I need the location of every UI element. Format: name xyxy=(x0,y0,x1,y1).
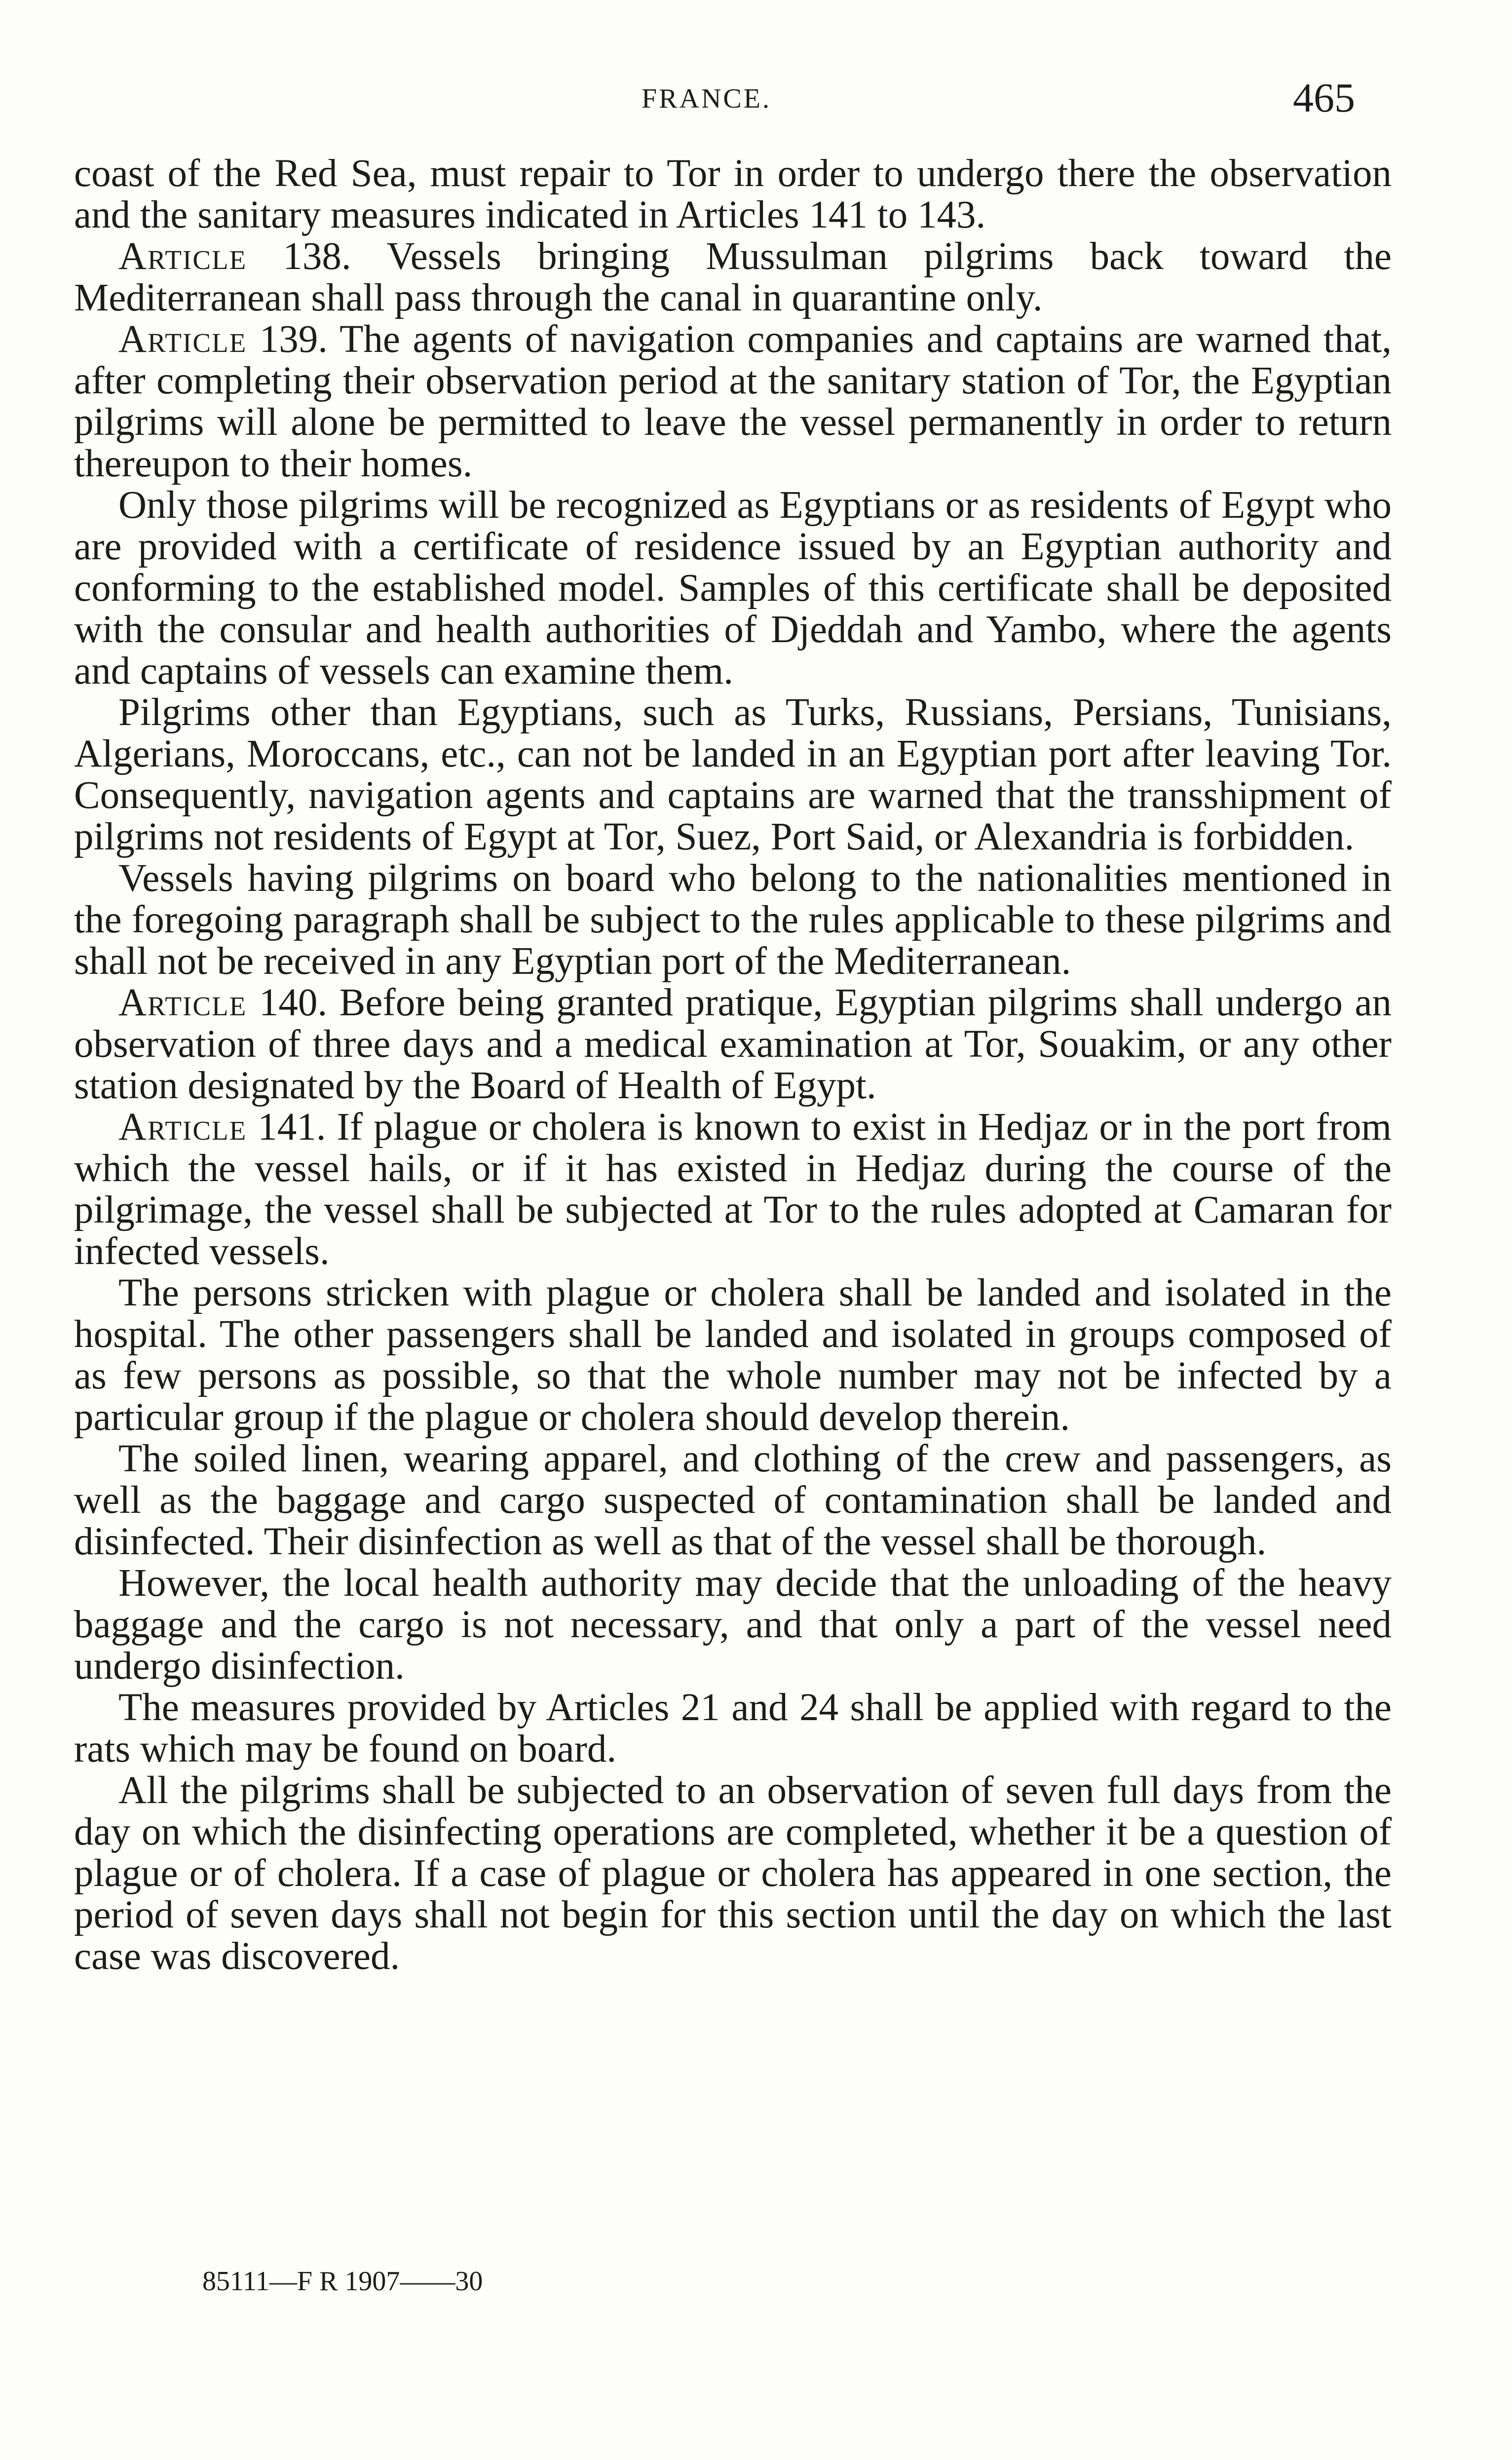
paragraph-text: Only those pilgrims will be recognized as Egyptians or as residents of Egypt who are provided with a certificate of residence issued by an Egyptian authority and conforming to the established model. Samples of this certificate shall be deposited with the consular and health authorities of Djeddah and Yambo, where the agents and captains of vessels can examine them. xyxy=(74,484,1392,692)
paragraph-text: Pilgrims other than Egyptians, such as Turks, Russians, Persians, Tunisians, Algerians, Moroccans, etc., can not be landed in an Egyptian port after leaving Tor. Consequently, navigation agents and captains are warned that the transshipment of pilgrims not residents of Egypt at Tor, Suez, Port Said, or Alexandria is forbidden. xyxy=(74,691,1392,858)
article-paragraph xyxy=(74,236,1392,319)
paragraph xyxy=(74,858,1392,982)
paragraph xyxy=(74,1272,1392,1438)
article-label: Article xyxy=(118,981,247,1024)
body-text xyxy=(74,153,1392,1977)
paragraph-text: 138. Vessels bringing Mussulman pilgrims back toward the Mediterranean shall pass through the canal in quarantine only. xyxy=(74,235,1392,319)
article-paragraph xyxy=(74,319,1392,485)
paragraph-text: All the pilgrims shall be subjected to an observation of seven full days from the day on which the disinfecting operations are completed, whether it be a question of plague or of cholera. If a case of plague or cholera has appeared in one section, the period of seven days shall not begin for this section until the day on which the last case was discovered. xyxy=(74,1769,1392,1978)
paragraph xyxy=(74,485,1392,692)
paragraph xyxy=(74,1687,1392,1770)
running-title: FRANCE. xyxy=(642,83,771,114)
paragraph-text: The soiled linen, wearing apparel, and clothing of the crew and passengers, as well as the baggage and cargo suspected of contamination shall be landed and disinfected. Their disinfection as well as that of the vessel shall be thorough. xyxy=(74,1437,1392,1563)
article-label: Article xyxy=(118,235,247,278)
article-label: Article xyxy=(118,318,247,361)
paragraph-text: The persons stricken with plague or cholera shall be landed and isolated in the hospital. The other passengers shall be landed and isolated in groups composed of as few persons as possible, so that the whole number may not be infected by a particular group if the plague or cholera should develop therein. xyxy=(74,1271,1392,1439)
paragraph-text: The measures provided by Articles 21 and 24 shall be applied with regard to the rats which may be found on board. xyxy=(74,1686,1392,1770)
article-label: Article xyxy=(118,1106,247,1149)
page-number: 465 xyxy=(1293,75,1355,121)
paragraph xyxy=(74,692,1392,858)
paragraph xyxy=(74,1563,1392,1687)
article-paragraph xyxy=(74,982,1392,1107)
printer-signature: 85111—F R 1907——30 xyxy=(202,2266,483,2297)
paragraph xyxy=(74,153,1392,236)
paragraph-text: 140. Before being granted pratique, Egyptian pilgrims shall undergo an observation of three days and a medical examination at Tor, Souakim, or any other station designated by the Board of Health of Egypt. xyxy=(74,981,1392,1107)
paragraph-text: 139. The agents of navigation companies and captains are warned that, after completing their observation period at the sanitary station of Tor, the Egyptian pilgrims will alone be permitted to leave the vessel permanently in order to return thereupon to their homes. xyxy=(74,318,1392,485)
paragraph-text: coast of the Red Sea, must repair to Tor in order to undergo there the observation and the sanitary measures indicated in Articles 141 to 143. xyxy=(74,152,1392,236)
paragraph xyxy=(74,1438,1392,1563)
paragraph-text: However, the local health authority may decide that the unloading of the heavy baggage and the cargo is not necessary, and that only a part of the vessel need undergo disinfection. xyxy=(74,1562,1392,1688)
paragraph-text: Vessels having pilgrims on board who belong to the nationalities mentioned in the foregoing paragraph shall be subject to the rules applicable to these pilgrims and shall not be received in any Egyptian port of the Mediterranean. xyxy=(74,857,1392,983)
paragraph-text: 141. If plague or cholera is known to exist in Hedjaz or in the port from which the vessel hails, or if it has existed in Hedjaz during the course of the pilgrimage, the vessel shall be subjected at Tor to the rules adopted at Camaran for infected vessels. xyxy=(74,1106,1392,1273)
paragraph xyxy=(74,1770,1392,1977)
article-paragraph xyxy=(74,1107,1392,1272)
